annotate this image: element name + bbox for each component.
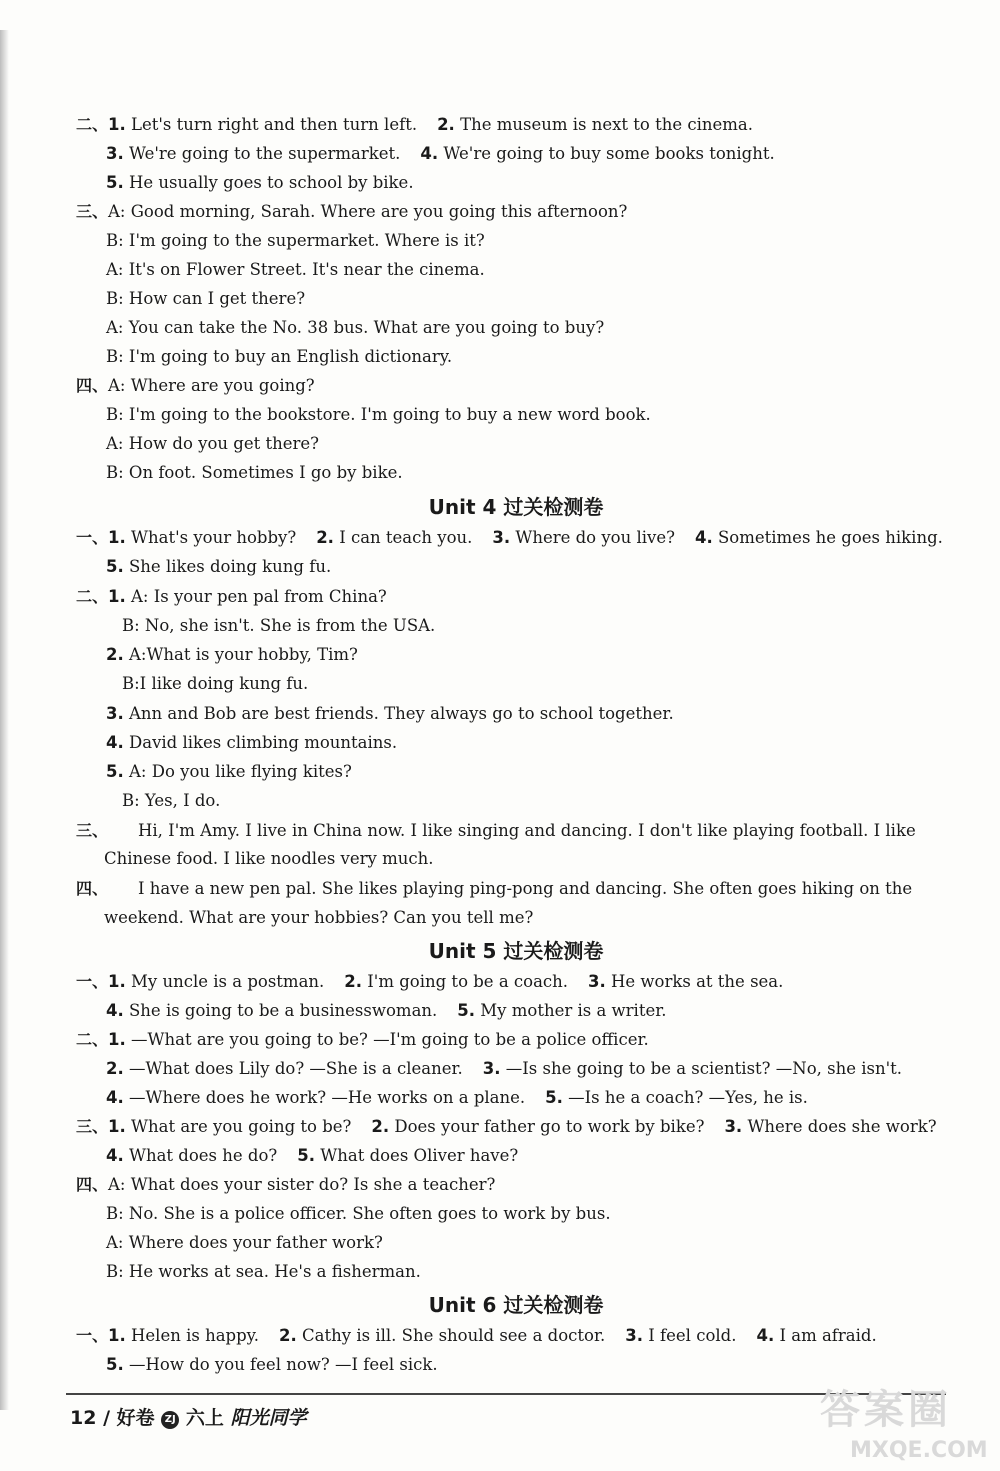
site-watermark bbox=[800, 1378, 988, 1468]
answer-text: —What are you going to be? —I'm going to be a police officer. bbox=[131, 1030, 649, 1049]
item-number: 5. bbox=[457, 1001, 476, 1020]
item-number: 5. bbox=[545, 1088, 563, 1107]
item-number: 2. bbox=[437, 115, 455, 134]
item-number: 3. bbox=[625, 1326, 644, 1345]
u4-s2-line4 bbox=[122, 673, 308, 695]
page-number: 12 bbox=[70, 1407, 97, 1429]
dialogue-line: B: No, she isn't. She is from the USA. bbox=[122, 616, 436, 635]
u4-s2-line7 bbox=[106, 761, 352, 783]
dialogue-line: A: How do you get there? bbox=[106, 434, 320, 453]
item-number: 1. bbox=[108, 115, 126, 134]
u5-s2-line1 bbox=[76, 1029, 649, 1051]
zj-badge-icon: ZJ bbox=[161, 1411, 179, 1429]
answer-text: Cathy is ill. She should see a doctor. bbox=[302, 1326, 606, 1345]
u3-s4-line4 bbox=[106, 462, 403, 484]
item-number: 3. bbox=[482, 1059, 501, 1078]
section-marker: 一、 bbox=[76, 972, 109, 991]
section-marker: 四、 bbox=[76, 376, 109, 395]
u3-s3-line3 bbox=[106, 259, 485, 281]
u4-s2-line6 bbox=[106, 732, 397, 754]
dialogue-line: B: He works at sea. He's a fisherman. bbox=[106, 1262, 421, 1281]
answer-text: The museum is next to the cinema. bbox=[460, 115, 754, 134]
answer-text: What does Oliver have? bbox=[320, 1146, 519, 1165]
item-number: 4. bbox=[106, 733, 124, 752]
section-marker: 三、 bbox=[76, 202, 109, 221]
dialogue-line: A: You can take the No. 38 bus. What are you going to buy? bbox=[106, 318, 605, 337]
answer-text: —Is she going to be a scientist? —No, she isn't. bbox=[505, 1059, 903, 1078]
answer-text: Ann and Bob are best friends. They always go to school together. bbox=[129, 704, 674, 723]
item-number: 3. bbox=[106, 704, 124, 723]
footer-separator: / bbox=[103, 1407, 111, 1429]
answer-text: He usually goes to school by bike. bbox=[129, 173, 414, 192]
item-number: 2. bbox=[106, 1059, 124, 1078]
answer-text: He works at the sea. bbox=[611, 972, 784, 991]
answer-text: I can teach you. bbox=[339, 528, 473, 547]
answer-text: —Where does he work? —He works on a plane. bbox=[129, 1088, 526, 1107]
answer-text: Where does she work? bbox=[747, 1117, 937, 1136]
u3-s3-line5 bbox=[106, 317, 604, 339]
item-number: 3. bbox=[724, 1117, 743, 1136]
u5-s4-line4 bbox=[106, 1261, 421, 1283]
grade-label: 六上 bbox=[185, 1407, 224, 1429]
book-title: 好卷 bbox=[116, 1407, 155, 1429]
watermark-en: MXQE.COM bbox=[850, 1438, 988, 1463]
item-number: 3. bbox=[588, 972, 606, 991]
answer-text: Where do you live? bbox=[515, 528, 675, 547]
u5-s4-line1 bbox=[76, 1174, 495, 1196]
item-number: 4. bbox=[106, 1001, 124, 1020]
u4-s1-line1 bbox=[76, 527, 943, 549]
item-number: 5. bbox=[106, 762, 124, 781]
answer-text: I'm going to be a coach. bbox=[367, 972, 569, 991]
u4-s4-line1 bbox=[76, 878, 912, 900]
dialogue-line: B: I'm going to the bookstore. I'm going to buy a new word book. bbox=[106, 405, 651, 424]
unit6-title: Unit 6 过关检测卷 bbox=[428, 1293, 604, 1317]
answer-text: We're going to the supermarket. bbox=[129, 144, 401, 163]
u5-s4-line2 bbox=[106, 1203, 611, 1225]
answer-text: I am afraid. bbox=[779, 1326, 877, 1345]
paragraph-text: I have a new pen pal. She likes playing ping-pong and dancing. She often goes hiking on the bbox=[138, 879, 913, 898]
dialogue-line: A:What is your hobby, Tim? bbox=[129, 645, 358, 664]
answer-text: Sometimes he goes hiking. bbox=[717, 528, 943, 547]
u3-s3-line6 bbox=[106, 346, 452, 368]
u3-s2-line1 bbox=[76, 114, 753, 136]
answer-text: What does he do? bbox=[129, 1146, 278, 1165]
watermark-cn: 答案圈 bbox=[820, 1387, 952, 1433]
u3-s4-line1 bbox=[76, 375, 315, 397]
u5-s1-line2 bbox=[106, 1000, 667, 1022]
item-number: 1. bbox=[108, 1030, 126, 1049]
u3-s3-line4 bbox=[106, 288, 305, 310]
item-number: 1. bbox=[108, 972, 126, 991]
answer-text: What are you going to be? bbox=[131, 1117, 352, 1136]
section-marker: 四、 bbox=[76, 1175, 109, 1194]
dialogue-line: B: No. She is a police officer. She often goes to work by bus. bbox=[106, 1204, 611, 1223]
item-number: 2. bbox=[316, 528, 334, 547]
u4-s2-line3 bbox=[106, 644, 358, 666]
dialogue-line: A: Where does your father work? bbox=[106, 1233, 383, 1252]
u5-s2-line3 bbox=[106, 1087, 808, 1109]
answer-text: —Is he a coach? —Yes, he is. bbox=[568, 1088, 808, 1107]
item-number: 4. bbox=[420, 144, 439, 163]
u3-s4-line3 bbox=[106, 433, 319, 455]
answer-text: She is going to be a businesswoman. bbox=[129, 1001, 438, 1020]
dialogue-line: A: What does your sister do? Is she a teacher? bbox=[108, 1175, 496, 1194]
item-number: 5. bbox=[106, 173, 124, 192]
item-number: 2. bbox=[371, 1117, 390, 1136]
section-marker: 一、 bbox=[76, 1326, 109, 1345]
u5-s1-line1 bbox=[76, 971, 783, 993]
section-marker: 三、 bbox=[76, 821, 109, 840]
u4-s3-line2 bbox=[104, 848, 433, 870]
answer-text: Does your father go to work by bike? bbox=[394, 1117, 705, 1136]
item-number: 4. bbox=[756, 1326, 775, 1345]
u4-s2-line8 bbox=[122, 790, 220, 812]
u4-s2-line5 bbox=[106, 703, 674, 725]
item-number: 4. bbox=[106, 1146, 124, 1165]
answer-text: My mother is a writer. bbox=[480, 1001, 667, 1020]
dialogue-line: B: Yes, I do. bbox=[122, 791, 221, 810]
dialogue-line: A: Where are you going? bbox=[108, 376, 315, 395]
item-number: 2. bbox=[344, 972, 363, 991]
unit5-title: Unit 5 过关检测卷 bbox=[428, 939, 604, 963]
section-marker: 三、 bbox=[76, 1117, 109, 1136]
dialogue-line: A: Do you like flying kites? bbox=[129, 762, 352, 781]
item-number: 5. bbox=[297, 1146, 316, 1165]
u5-s2-line2 bbox=[106, 1058, 902, 1080]
answer-text: Helen is happy. bbox=[131, 1326, 260, 1345]
answer-text: My uncle is a postman. bbox=[131, 972, 325, 991]
answer-text: —How do you feel now? —I feel sick. bbox=[129, 1355, 438, 1374]
u5-s3-line2 bbox=[106, 1145, 518, 1167]
footer-label bbox=[70, 1403, 307, 1430]
answer-text: She likes doing kung fu. bbox=[129, 557, 332, 576]
answer-text: What's your hobby? bbox=[131, 528, 297, 547]
paragraph-text: Hi, I'm Amy. I live in China now. I like singing and dancing. I don't like playing football. I like bbox=[138, 821, 916, 840]
u3-s2-line3 bbox=[106, 172, 414, 194]
item-number: 1. bbox=[108, 528, 126, 547]
page-edge-shadow bbox=[0, 30, 9, 1410]
answer-text: I feel cold. bbox=[648, 1326, 737, 1345]
u4-s1-line2 bbox=[106, 556, 331, 578]
u6-s1-line2 bbox=[106, 1354, 438, 1376]
section-marker: 二、 bbox=[76, 587, 109, 606]
section-marker: 四、 bbox=[76, 879, 109, 898]
dialogue-line: B: I'm going to the supermarket. Where is it? bbox=[106, 231, 485, 250]
dialogue-line: A: Is your pen pal from China? bbox=[131, 587, 387, 606]
item-number: 5. bbox=[106, 1355, 124, 1374]
section-marker: 二、 bbox=[76, 1030, 109, 1049]
section-marker: 二、 bbox=[76, 115, 109, 134]
brand-logo: 阳光同学 bbox=[230, 1407, 307, 1429]
u5-s3-line1 bbox=[76, 1116, 937, 1138]
u4-s2-line1 bbox=[76, 586, 387, 608]
item-number: 2. bbox=[279, 1326, 297, 1345]
dialogue-line: B: I'm going to buy an English dictionary. bbox=[106, 347, 453, 366]
u3-s3-line2 bbox=[106, 230, 485, 252]
answer-text: We're going to buy some books tonight. bbox=[443, 144, 775, 163]
unit4-title: Unit 4 过关检测卷 bbox=[428, 495, 604, 519]
answer-text: —What does Lily do? —She is a cleaner. bbox=[129, 1059, 463, 1078]
u5-s4-line3 bbox=[106, 1232, 383, 1254]
item-number: 1. bbox=[108, 1326, 126, 1345]
u3-s3-line1 bbox=[76, 201, 627, 223]
section-marker: 一、 bbox=[76, 528, 109, 547]
item-number: 5. bbox=[106, 557, 124, 576]
u3-s2-line2 bbox=[106, 143, 775, 165]
u4-s2-line2 bbox=[122, 615, 435, 637]
u4-s4-line2 bbox=[104, 907, 533, 929]
dialogue-line: B:I like doing kung fu. bbox=[122, 674, 309, 693]
item-number: 2. bbox=[106, 645, 124, 664]
item-number: 1. bbox=[108, 1117, 126, 1136]
dialogue-line: A: Good morning, Sarah. Where are you going this afternoon? bbox=[108, 202, 628, 221]
answer-text: Let's turn right and then turn left. bbox=[131, 115, 418, 134]
paragraph-text: weekend. What are your hobbies? Can you tell me? bbox=[104, 908, 534, 927]
u6-s1-line1 bbox=[76, 1325, 877, 1347]
u3-s4-line2 bbox=[106, 404, 651, 426]
u4-s3-line1 bbox=[76, 820, 916, 842]
item-number: 3. bbox=[492, 528, 511, 547]
dialogue-line: B: How can I get there? bbox=[106, 289, 306, 308]
dialogue-line: B: On foot. Sometimes I go by bike. bbox=[106, 463, 403, 482]
item-number: 1. bbox=[108, 587, 126, 606]
paragraph-text: Chinese food. I like noodles very much. bbox=[104, 849, 434, 868]
answer-text: David likes climbing mountains. bbox=[129, 733, 398, 752]
dialogue-line: A: It's on Flower Street. It's near the cinema. bbox=[106, 260, 485, 279]
item-number: 4. bbox=[106, 1088, 124, 1107]
item-number: 4. bbox=[694, 528, 713, 547]
item-number: 3. bbox=[106, 144, 124, 163]
